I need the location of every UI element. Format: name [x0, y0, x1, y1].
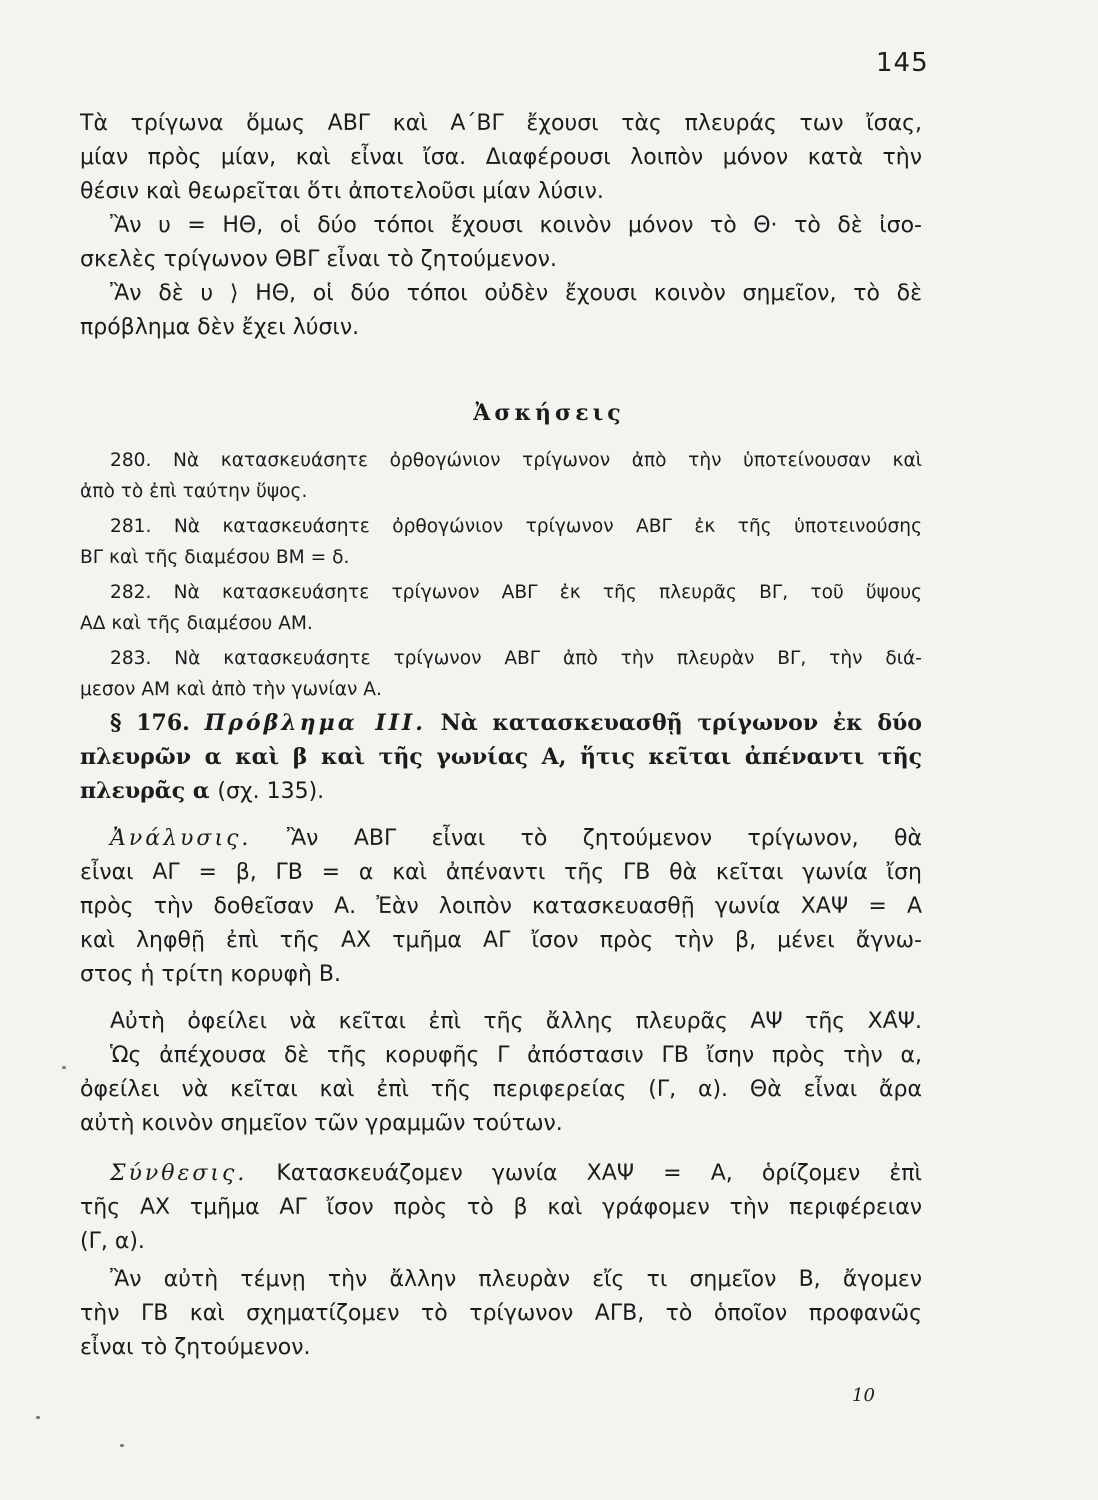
problem-line — [80, 706, 922, 740]
synthesis-paragraph — [80, 1157, 922, 1259]
page-number: 145 — [876, 48, 929, 78]
text-line: Ἂν υ = ΗΘ, οἱ δύο τόποι ἔχουσι κοινὸν μόνον τὸ Θ· τὸ δὲ ἰσο- — [110, 213, 922, 238]
text-line: μίαν πρὸς μίαν, καὶ εἶναι ἴσα. Διαφέρουσι λοιπὸν μόνον κατὰ τὴν — [80, 145, 922, 170]
exercise-line: 283. Νὰ κατασκευάσητε τρίγωνον ΑΒΓ ἀπὸ τὴν πλευρὰν ΒΓ, τὴν διά- — [110, 648, 922, 669]
problem-title: πλευρᾶς α — [80, 778, 210, 804]
exercises-list — [80, 445, 922, 705]
text-line: καὶ ληφθῇ ἐπὶ τῆς ΑΧ τμῆμα ΑΓ ἴσον πρὸς τὴν β, μένει ἄγνω- — [80, 928, 922, 953]
problem-line: πλευρῶν α καὶ β καὶ τῆς γωνίας Α, ἥτις κεῖται ἀπέναντι τῆς — [80, 744, 922, 770]
text-line: εἶναι ΑΓ = β, ΓΒ = α καὶ ἀπέναντι τῆς ΓΒ θὰ κεῖται γωνία ἴση — [80, 860, 922, 885]
ink-speck — [120, 1444, 124, 1447]
text-line: Ὡς ἀπέχουσα δὲ τῆς κορυφῆς Γ ἀπόστασιν ΓΒ ἴσην πρὸς τὴν α, — [110, 1043, 922, 1068]
analysis-paragraph — [80, 822, 922, 992]
exercise-line: μεσον ΑΜ καὶ ἀπὸ τὴν γωνίαν Α. — [80, 679, 382, 700]
exercise-line: ΒΓ καὶ τῆς διαμέσου ΒΜ = δ. — [80, 547, 350, 568]
text-line — [80, 1157, 922, 1191]
text-line: εἶναι τὸ ζητούμενον. — [80, 1335, 311, 1360]
folio-mark: 10 — [852, 1385, 875, 1406]
text-line: σκελὲς τρίγωνον ΘΒΓ εἶναι τὸ ζητούμενον. — [80, 247, 557, 272]
exercises-heading: Ἀσκήσεις — [473, 400, 625, 426]
text-span: Κατασκευάζομεν γωνία ΧΑΨ = Α, ὁρίζομεν ἐπὶ — [276, 1161, 922, 1186]
text-line: Αὐτὴ ὀφείλει νὰ κεῖται ἐπὶ τῆς ἄλλης πλευρᾶς ΑΨ τῆς ΧΑ̂Ψ. — [110, 1009, 922, 1034]
analysis-label: Ἀνάλυσις. — [110, 826, 252, 851]
text-line: Ἂν δὲ υ ⟩ ΗΘ, οἱ δύο τόποι οὐδὲν ἔχουσι κοινὸν σημεῖον, τὸ δὲ — [110, 281, 922, 306]
text-line: (Γ, α). — [80, 1229, 145, 1254]
problem-line — [80, 774, 922, 808]
figure-reference: (σχ. 135). — [217, 779, 325, 804]
text-line: Τὰ τρίγωνα ὅμως ΑΒΓ καὶ Α΄ΒΓ ἔχουσι τὰς πλευράς των ἴσας, — [80, 111, 922, 136]
exercise-line: 280. Νὰ κατασκευάσητε ὀρθογώνιον τρίγωνον ἀπὸ τὴν ὑποτείνουσαν καὶ — [110, 450, 922, 471]
text-line — [80, 822, 922, 856]
ink-speck — [36, 1416, 40, 1419]
text-line: θέσιν καὶ θεωρεῖται ὅτι ἀποτελοῦσι μίαν λύσιν. — [80, 179, 604, 204]
ink-speck — [62, 1066, 66, 1069]
text-line: πρὸς τὴν δοθεῖσαν Α. Ἐὰν λοιπὸν κατασκευασθῇ γωνία ΧΑΨ = Α — [80, 894, 922, 919]
text-line: Ἂν αὐτὴ τέμνῃ τὴν ἄλλην πλευρὰν εἴς τι σημεῖον Β, ἄγομεν — [110, 1267, 922, 1292]
text-line: τὴν ΓΒ καὶ σχηματίζομεν τὸ τρίγωνον ΑΓΒ, τὸ ὁποῖον προφανῶς — [80, 1301, 922, 1326]
text-line: πρόβλημα δὲν ἔχει λύσιν. — [80, 315, 360, 340]
problem-label: Πρόβλημα ΙΙΙ. — [204, 710, 426, 736]
problem-statement — [80, 706, 922, 808]
exercise-line: ΑΔ καὶ τῆς διαμέσου ΑΜ. — [80, 613, 313, 634]
synthesis-label: Σύνθεσις. — [110, 1161, 248, 1186]
locus-paragraph — [80, 1005, 922, 1141]
text-line: στος ἡ τρίτη κορυφὴ Β. — [80, 962, 341, 987]
exercise-line: 281. Νὰ κατασκευάσητε ὀρθογώνιον τρίγωνον ΑΒΓ ἐκ τῆς ὑποτεινούσης — [110, 516, 922, 537]
text-line: τῆς ΑΧ τμῆμα ΑΓ ἴσον πρὸς τὸ β καὶ γράφομεν τὴν περιφέρειαν — [80, 1195, 922, 1220]
exercise-line: 282. Νὰ κατασκευάσητε τρίγωνον ΑΒΓ ἐκ τῆς πλευρᾶς ΒΓ, τοῦ ὕψους — [110, 582, 922, 603]
text-span: Ἂν ΑΒΓ εἶναι τὸ ζητούμενον τρίγωνον, θὰ — [286, 826, 922, 851]
problem-title: Νὰ κατασκευασθῇ τρίγωνον ἐκ δύο — [440, 710, 922, 736]
text-line: ὀφείλει νὰ κεῖται καὶ ἐπὶ τῆς περιφερείας (Γ, α). Θὰ εἶναι ἄρα — [80, 1077, 922, 1102]
section-number: § 176. — [110, 710, 190, 736]
intro-paragraphs — [80, 107, 922, 345]
conclusion-paragraph — [80, 1263, 922, 1365]
exercise-line: ἀπὸ τὸ ἐπὶ ταύτην ὕψος. — [80, 481, 308, 502]
text-line: αὐτὴ κοινὸν σημεῖον τῶν γραμμῶν τούτων. — [80, 1111, 563, 1136]
